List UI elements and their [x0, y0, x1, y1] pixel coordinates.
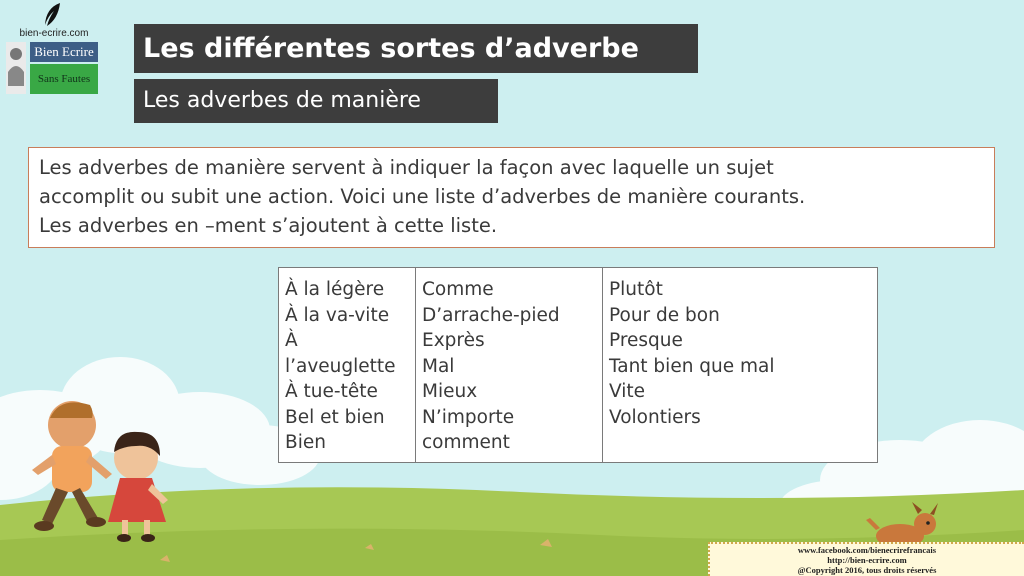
description-line: Les adverbes de manière servent à indiquer la façon avec laquelle un sujet: [39, 156, 774, 179]
page-title: Les différentes sortes d’adverbe: [134, 24, 698, 73]
footer-copyright: @Copyright 2016, tous droits réservés: [797, 565, 937, 575]
adverb-column-2: [416, 268, 603, 463]
adverb-item: Bien: [285, 432, 326, 453]
adverb-item: Plutôt: [609, 279, 663, 300]
description-line: accomplit ou subit une action. Voici une liste d’adverbes de manière courants.: [39, 185, 806, 208]
adverb-column-3: [603, 268, 878, 463]
adverb-item: Mal: [422, 355, 455, 377]
brand-logo[interactable]: [4, 2, 102, 96]
adverb-item: Bel et bien: [285, 406, 385, 428]
adverb-column-1: [279, 268, 416, 463]
adverb-item: Comme: [422, 279, 494, 300]
adverb-item: Volontiers: [609, 406, 701, 428]
adverb-item: À la légère: [285, 279, 385, 300]
adverb-item: À tue-tête: [285, 381, 378, 402]
footer-facebook-link[interactable]: www.facebook.com/bienecrirefrancais: [797, 545, 937, 555]
bust-icon: [4, 42, 28, 94]
page-subtitle: Les adverbes de manière: [134, 79, 498, 123]
adverb-item: Mieux: [422, 381, 478, 402]
adverb-item: N’importe: [422, 406, 515, 428]
description-line: Les adverbes en –ment s’ajoutent à cette liste.: [39, 214, 498, 237]
adverb-item: comment: [422, 432, 510, 453]
feather-icon: [42, 2, 64, 28]
adverb-item: À la va-vite: [285, 304, 390, 326]
footer-site-link[interactable]: http://bien-ecrire.com: [827, 555, 907, 565]
adverb-item: Pour de bon: [609, 304, 720, 326]
adverb-item: l’aveuglette: [285, 355, 396, 377]
adverb-item: Exprès: [422, 330, 485, 351]
adverb-item: Vite: [609, 381, 646, 402]
adverb-item: D’arrache-pied: [422, 304, 560, 326]
table-row: [279, 268, 878, 463]
adverb-item: Presque: [609, 330, 683, 351]
logo-tagline: Sans Fautes: [30, 64, 98, 94]
adverb-item: À: [285, 330, 298, 351]
footer-credits: [708, 542, 1024, 576]
adverb-item: Tant bien que mal: [609, 355, 775, 377]
logo-site-text: bien-ecrire.com: [19, 28, 89, 39]
adverb-table: [278, 267, 878, 463]
logo-brand: Bien Ecrire: [30, 42, 98, 62]
description-box: [28, 147, 995, 248]
